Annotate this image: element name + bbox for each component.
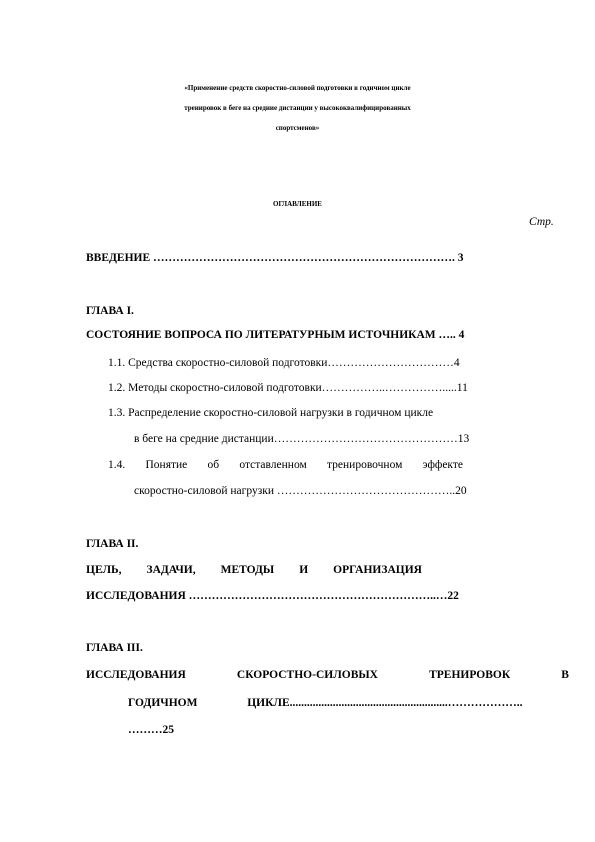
chapter-2-number: ГЛАВА II. — [86, 538, 139, 550]
chapter-1-title: СОСТОЯНИЕ ВОПРОСА ПО ЛИТЕРАТУРНЫМ ИСТОЧНИКАМ ….. 4 — [86, 329, 465, 341]
title-line-1: «Применение средств скоростно-силовой подготовки в годичном цикле — [184, 84, 411, 92]
chapter-2-word-5: ОРГАНИЗАЦИЯ — [333, 564, 422, 576]
chapter-3-word-4: В — [561, 669, 569, 681]
chapter-2-word-4: И — [299, 564, 309, 576]
chapter-3-word-1: ИССЛЕДОВАНИЯ — [86, 669, 186, 681]
chapter-1-number: ГЛАВА I. — [86, 305, 134, 317]
title-line-3: спортсменов» — [275, 124, 320, 132]
toc-entry-1-4-continued: скоростно-силовой нагрузки ………………………………………..20 — [134, 485, 467, 497]
chapter-3-title-line-2 — [128, 696, 523, 710]
chapter-3-number: ГЛАВА III. — [86, 642, 143, 654]
chapter-3-title-line-1 — [86, 668, 569, 682]
chapter-2-word-2: ЗАДАЧИ, — [146, 564, 196, 576]
page-column-label: Стр. — [529, 216, 554, 228]
chapter-3-word-3: ТРЕНИРОВОК — [429, 669, 511, 681]
toc-entry-1-4: 1.4. Понятие об отставленном тренировочном эффекте — [108, 459, 463, 471]
chapter-2-word-1: ЦЕЛЬ, — [86, 564, 122, 576]
chapter-3-word-2: СКОРОСТНО-СИЛОВЫХ — [236, 669, 378, 681]
chapter-2-title-line-2: ИССЛЕДОВАНИЯ ………………………………………………………..…22 — [86, 590, 459, 602]
chapter-3-page-ref: ………25 — [128, 724, 174, 736]
chapter-3-line2-word-1: ГОДИЧНОМ — [128, 697, 198, 709]
title-line-2: тренировок в беге на средние дистанции у высококвалифицированных — [184, 104, 411, 112]
toc-entry-1-2: 1.2. Методы скоростно-силовой подготовки……………..…………….....11 — [108, 382, 468, 394]
chapter-2-title-line-1 — [86, 563, 422, 577]
chapter-3-line2-word-2: ЦИКЛЕ.......................................................……………….. — [247, 697, 523, 709]
toc-entry-introduction: ВВЕДЕНИЕ ……………………………………………………………………. 3 — [86, 252, 464, 264]
toc-entry-1-1: 1.1. Средства скоростно-силовой подготовки……………………………4 — [108, 357, 460, 369]
toc-heading: ОГЛАВЛЕНИЕ — [273, 200, 322, 208]
toc-entry-1-3: 1.3. Распределение скоростно-силовой нагрузки в годичном цикле — [108, 407, 434, 419]
toc-entry-1-3-continued: в беге на средние дистанции…………………………………………13 — [134, 433, 470, 445]
chapter-2-word-3: МЕТОДЫ — [220, 564, 275, 576]
